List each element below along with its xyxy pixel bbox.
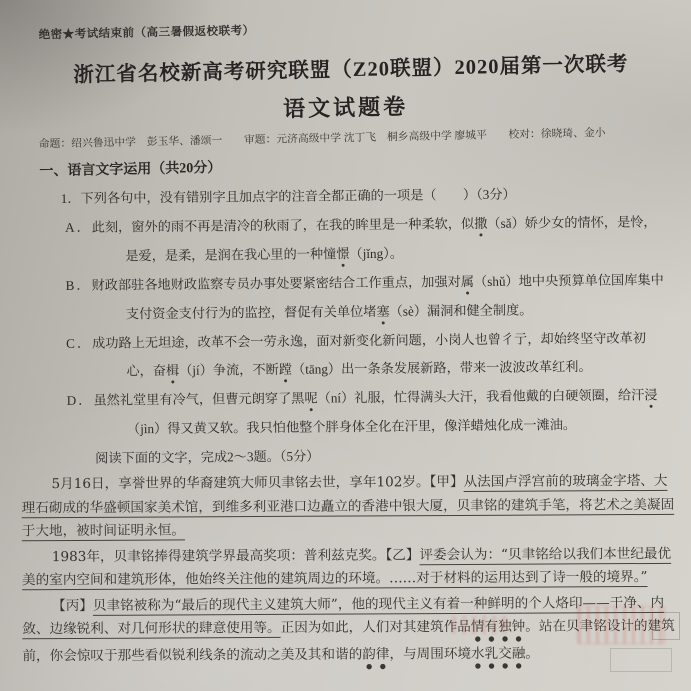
passage-paragraph-3: 【丙】贝聿铭被称为“最后的现代主义建筑大师”，他的现代主义有着一种鲜明的个人烙印——干净、内敛、边缘锐利、对几何形状的肆意使用等。正因为如此，人们对其建筑作品情有独钟。站在贝聿铭设计的建筑前，你会惊叹于那些看似锐利线条的流动之美及其和谐的韵律，与周围环境水乳交融。: [22, 594, 675, 665]
option-b-text: 财政部驻各地财政监察专员办事处要紧密结合工作重点，加强对属（shǔ）地中央预算单位国库集中支付资金支付行为的监控，督促有关单位堵塞（sè）漏洞和健全制度。: [91, 272, 664, 322]
option-d-text: 虽然礼堂里有冷气，但曹元朗穿了黑呢（ní）礼服，忙得满头大汗，我看他戴的白硬领圈，给汗浸（jìn）得又黄又软。我只怕他整个胖身体全化在汗里，像洋蜡烛化成一滩油。: [93, 386, 658, 436]
option-a-text: 此刻，窗外的雨不再是清冷的秋雨了，在我的眸里是一种柔软，似撒（sǎ）娇少女的情怀，是怜，是爱，是柔，是润在我心里的一种憧憬（jǐng）。: [91, 214, 657, 264]
question-1-stem: 1．下列各句中，没有错别字且加点字的注音全都正确的一项是（ ）（3分）: [60, 186, 516, 206]
option-b: [37, 266, 669, 330]
credits-line: 命题：绍兴鲁迅中学 彭玉华、潘颂一 审题：元济高级中学 沈丁飞 桐乡高级中学 廖城平 校对：徐晓琦、金小: [38, 126, 606, 151]
option-d-label: D．: [66, 392, 94, 408]
option-b-label: B．: [65, 277, 92, 293]
option-c-text: 成功路上无坦途，改革不会一劳永逸，面对新变化新问题，小岗人也曾彳亍，却始终坚守改革初心，奋楫（jí）争流，不断蹚（tāng）出一条条发展新路，带来一波波改革红利。: [92, 330, 647, 378]
header-block: [0, 13, 691, 181]
reading-instructions: 阅读下面的文字，完成2～3题。（5分）: [95, 448, 320, 466]
option-a-label: A．: [64, 219, 92, 235]
option-d: [39, 381, 671, 444]
exam-title: 浙江省名校新高考研究联盟（Z20联盟）2020届第一次联考: [73, 53, 629, 87]
section-heading: 一、语言文字运用（共20分）: [39, 160, 222, 180]
passage-paragraph-1: 5月16日，享誉世界的华裔建筑大师贝聿铭去世，享年102岁。【甲】从法国卢浮宫前的玻璃金字塔、大理石砌成的华盛顿国家美术馆，到维多利亚港口边矗立的香港中银大厦，贝聿铭的建筑手笔，将艺术之美凝固于大地，被时间证明永恒。: [21, 472, 675, 540]
reading-passage: [21, 470, 675, 672]
question-1-options: [0, 208, 691, 444]
option-a: [37, 208, 669, 272]
paper-subtitle: 语文试题卷: [282, 93, 409, 122]
passage-paragraph-2: 1983年，贝聿铭捧得建筑学界最高奖项：普利兹克奖。【乙】评委会认为：“贝聿铭给以我们本世纪最优美的室内空间和建筑形体，他始终关注他的建筑周边的环境。……对于材料的运用达到了诗一般的境界。”: [21, 545, 672, 589]
option-c-label: C．: [66, 335, 93, 351]
question-1-block: [0, 180, 691, 472]
classification-line: 绝密★考试结束前（高三暑假返校联考）: [38, 24, 255, 42]
option-c: [38, 324, 670, 387]
